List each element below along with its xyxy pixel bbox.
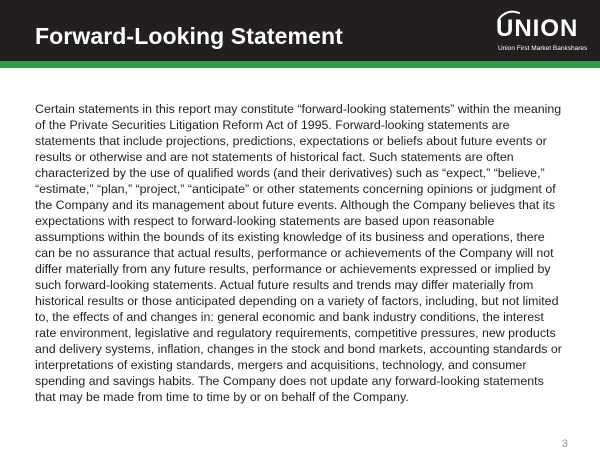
- forward-looking-statement-text: Certain statements in this report may constitute “forward-looking statements” within the meaning of the Private Securities Litigation Reform Act of 1995. Forward-looking statements are statements that include projections, predictions, expectations or beliefs about future events or results or otherwise and are not statements of historical fact. Such statements are often characterized by the use of qualified words (and their derivatives) such as “expect,” “believe,” “estimate,” “plan,” “project,” “anticipate” or other statements concerning opinions or judgment of the Company and its management about future events. Although the Company believes that its expectations with respect to forward-looking statements are based upon reasonable assumptions within the bounds of its existing knowledge of its business and operations, there can be no assurance that actual results, performance or achievements of the Company will not differ materially from any future results, performance or achievements expressed or implied by such forward-looking statements. Actual future results and trends may differ materially from historical results or those anticipated depending on a variety of factors, including, but not limited to, the effects of and changes in: general economic and bank industry conditions, the interest rate environment, legislative and regulatory requirements, competitive pressures, new products and delivery systems, inflation, changes in the stock and bond markets, accounting standards or interpretations of existing standards, mergers and acquisitions, technology, and consumer spending and savings habits. The Company does not update any forward-looking statements that may be made from time to time by or on behalf of the Company.: [35, 102, 562, 404]
- logo-wordmark: UNION: [496, 15, 579, 42]
- slide-title: Forward-Looking Statement: [35, 23, 343, 49]
- header-bar: [0, 0, 600, 61]
- accent-stripe: [0, 61, 600, 68]
- logo-tagline: Union First Market Bankshares: [498, 45, 588, 52]
- page-number: 3: [561, 438, 568, 450]
- company-logo: [493, 16, 593, 56]
